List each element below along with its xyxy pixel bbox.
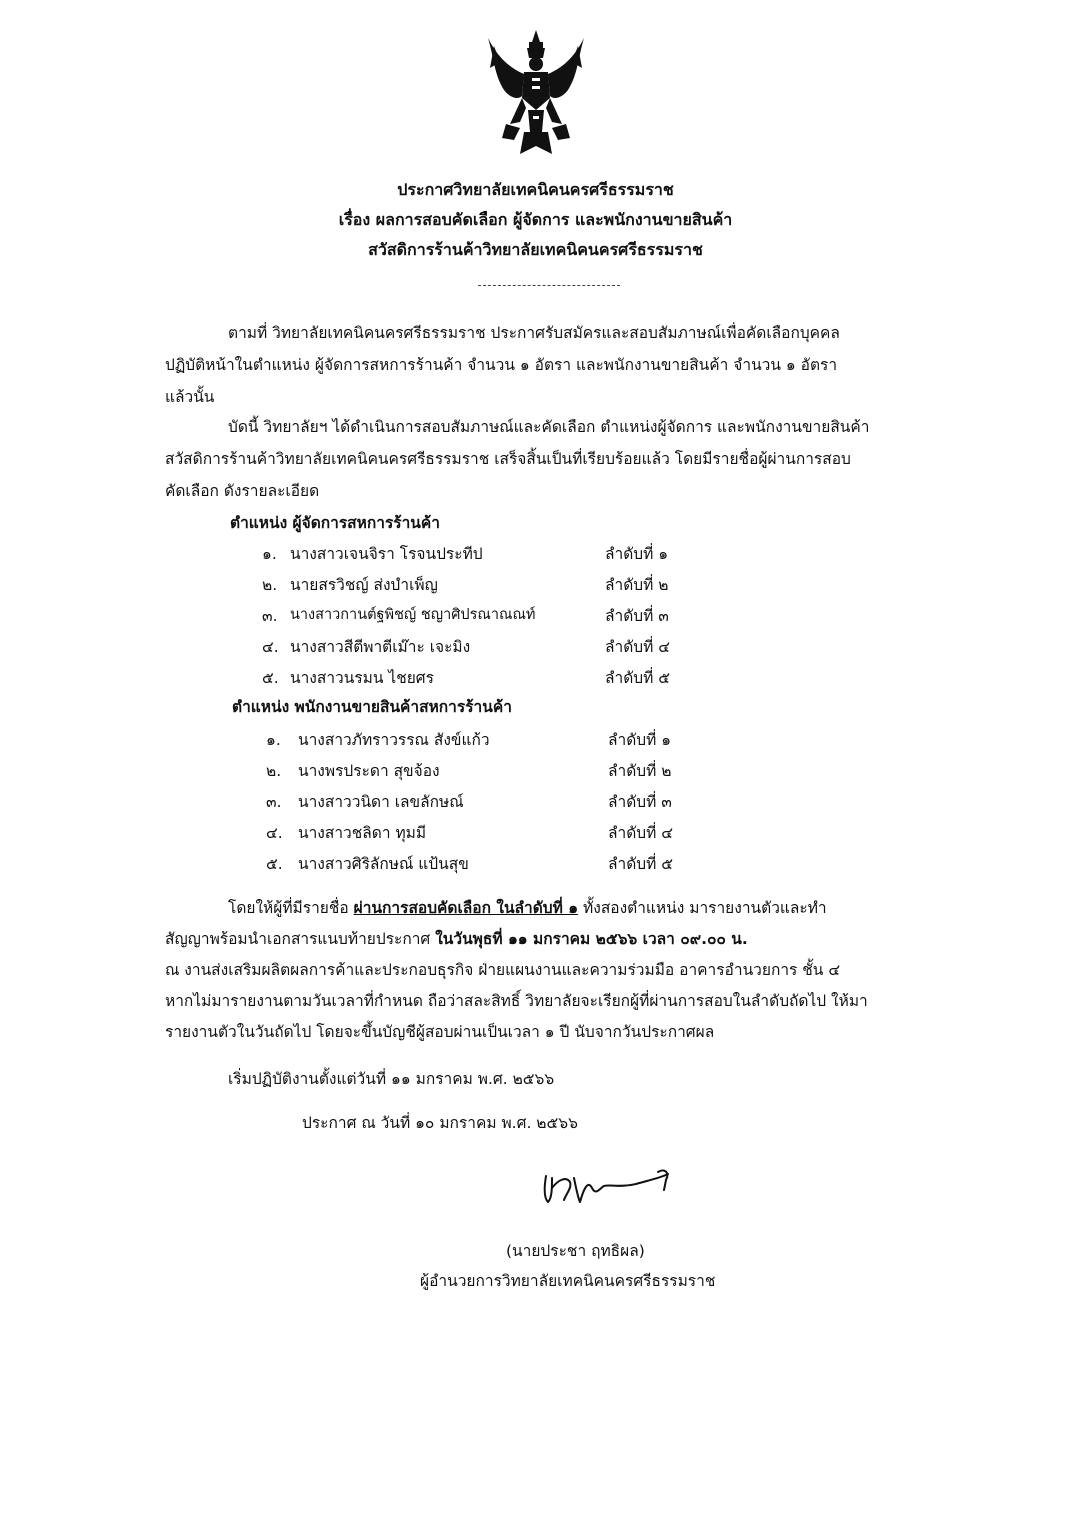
list-item-name: นางสาวศิริลักษณ์ แป้นสุข <box>298 855 469 873</box>
notice-line-1: โดยให้ผู้ที่มีรายชื่อ ผ่านการสอบคัดเลือก ในลำดับที่ ๑ ทั้งสองตำแหน่ง มารายงานตัวและทำ <box>228 899 827 917</box>
list-item-number: ๕. <box>266 855 283 873</box>
list-item-rank: ลำดับที่ ๔ <box>608 824 673 842</box>
announcement-subject-continued: สวัสดิการร้านค้าวิทยาลัยเทคนิคนครศรีธรรมราช <box>368 240 703 259</box>
intro-paragraph-2-line-2: สวัสดิการร้านค้าวิทยาลัยเทคนิคนครศรีธรรมราช เสร็จสิ้นเป็นที่เรียบร้อยแล้ว โดยมีรายชื่อผู้ผ่านการสอบ <box>165 450 851 468</box>
notice-line-4: หากไม่มารายงานตามวันเวลาที่กำหนด ถือว่าสละสิทธิ์ วิทยาลัยจะเรียกผู้ที่ผ่านการสอบในลำดับถัดไป ให้มา <box>165 992 868 1010</box>
list-item-name: นางสาวสีตีพาตีเม๊าะ เจะมิง <box>290 638 471 656</box>
signatory-position: ผู้อำนวยการวิทยาลัยเทคนิคนครศรีธรรมราช <box>420 1272 716 1290</box>
list-item-number: ๕. <box>262 669 279 687</box>
list-item-name: นางสาวกานต์ฐพิชญ์ ชญาศิปรณาณณท์ <box>290 607 536 623</box>
list-item-rank: ลำดับที่ ๔ <box>605 638 670 656</box>
signatory-name: (นายประชา ฤทธิผล) <box>506 1242 645 1260</box>
list-item-rank: ลำดับที่ ๒ <box>605 576 669 594</box>
intro-paragraph-1-line-2: ปฏิบัติหน้าในตำแหน่ง ผู้จัดการสหการร้านค้า จำนวน ๑ อัตรา และพนักงานขายสินค้า จำนวน ๑ อัตรา <box>165 356 838 374</box>
list-item-number: ๑. <box>266 731 281 749</box>
list-item-name: นางพรประดา สุขจ้อง <box>298 762 440 780</box>
list-item-rank: ลำดับที่ ๕ <box>608 855 673 873</box>
announcement-subject: เรื่อง ผลการสอบคัดเลือก ผู้จัดการ และพนักงานขายสินค้า <box>338 210 733 229</box>
announce-date: ประกาศ ณ วันที่ ๑๐ มกราคม พ.ศ. ๒๕๖๖ <box>302 1114 578 1132</box>
announcement-title: ประกาศวิทยาลัยเทคนิคนครศรีธรรมราช <box>397 180 674 199</box>
garuda-emblem-icon <box>480 28 592 156</box>
header-divider <box>478 285 620 286</box>
notice-line-3: ณ งานส่งเสริมผลิตผลการค้าและประกอบธุรกิจ ฝ่ายแผนงานและความร่วมมือ อาคารอำนวยการ ชั้น ๔ <box>165 961 841 979</box>
intro-paragraph-2-line-1: บัดนี้ วิทยาลัยฯ ได้ดำเนินการสอบสัมภาษณ์และคัดเลือก ตำแหน่งผู้จัดการ และพนักงานขายสินค้า <box>228 418 870 436</box>
list-item-number: ๓. <box>262 607 278 625</box>
section-1-title: ตำแหน่ง ผู้จัดการสหการร้านค้า <box>230 514 440 532</box>
list-item-rank: ลำดับที่ ๓ <box>608 793 672 811</box>
list-item-number: ๒. <box>262 576 278 594</box>
notice-emphasis-date: ในวันพุธที่ ๑๑ มกราคม ๒๕๖๖ เวลา ๐๙.๐๐ น. <box>435 930 748 948</box>
list-item-number: ๔. <box>262 638 279 656</box>
intro-paragraph-1-line-3: แล้วนั้น <box>165 388 215 406</box>
start-date: เริ่มปฏิบัติงานตั้งแต่วันที่ ๑๑ มกราคม พ.ศ. ๒๕๖๖ <box>228 1070 555 1088</box>
list-item-rank: ลำดับที่ ๕ <box>605 669 670 687</box>
list-item-rank: ลำดับที่ ๑ <box>605 545 669 563</box>
list-item-number: ๒. <box>266 762 282 780</box>
notice-emphasis-passed: ผ่านการสอบคัดเลือก ในลำดับที่ ๑ <box>353 899 579 917</box>
list-item-name: นางสาววนิดา เลขลักษณ์ <box>298 793 464 811</box>
intro-paragraph-1-line-1: ตามที่ วิทยาลัยเทคนิคนครศรีธรรมราช ประกาศรับสมัครและสอบสัมภาษณ์เพื่อคัดเลือกบุคคล <box>228 324 840 342</box>
list-item-rank: ลำดับที่ ๑ <box>608 731 672 749</box>
list-item-number: ๓. <box>266 793 282 811</box>
list-item-name: นางสาวนรมน ไชยศร <box>290 669 434 687</box>
notice-line-2: สัญญาพร้อมนำเอกสารแนบท้ายประกาศ ในวันพุธที่ ๑๑ มกราคม ๒๕๖๖ เวลา ๐๙.๐๐ น. <box>165 930 748 948</box>
list-item-number: ๑. <box>262 545 277 563</box>
intro-paragraph-2-line-3: คัดเลือก ดังรายละเอียด <box>165 482 320 500</box>
section-2-title: ตำแหน่ง พนักงานขายสินค้าสหการร้านค้า <box>232 698 512 716</box>
list-item-name: นายสรวิชญ์ ส่งบำเพ็ญ <box>290 576 438 594</box>
notice-line-5: รายงานตัวในวันถัดไป โดยจะขึ้นบัญชีผู้สอบผ่านเป็นเวลา ๑ ปี นับจากวันประกาศผล <box>165 1023 715 1041</box>
list-item-name: นางสาวชลิดา ทุมมี <box>298 824 427 842</box>
list-item-name: นางสาวภัทราวรรณ สังข์แก้ว <box>298 731 490 749</box>
list-item-rank: ลำดับที่ ๓ <box>605 607 669 625</box>
list-item-rank: ลำดับที่ ๒ <box>608 762 672 780</box>
list-item-number: ๔. <box>266 824 283 842</box>
list-item-name: นางสาวเจนจิรา โรจนประทีป <box>290 545 483 563</box>
signature-icon <box>540 1158 680 1218</box>
